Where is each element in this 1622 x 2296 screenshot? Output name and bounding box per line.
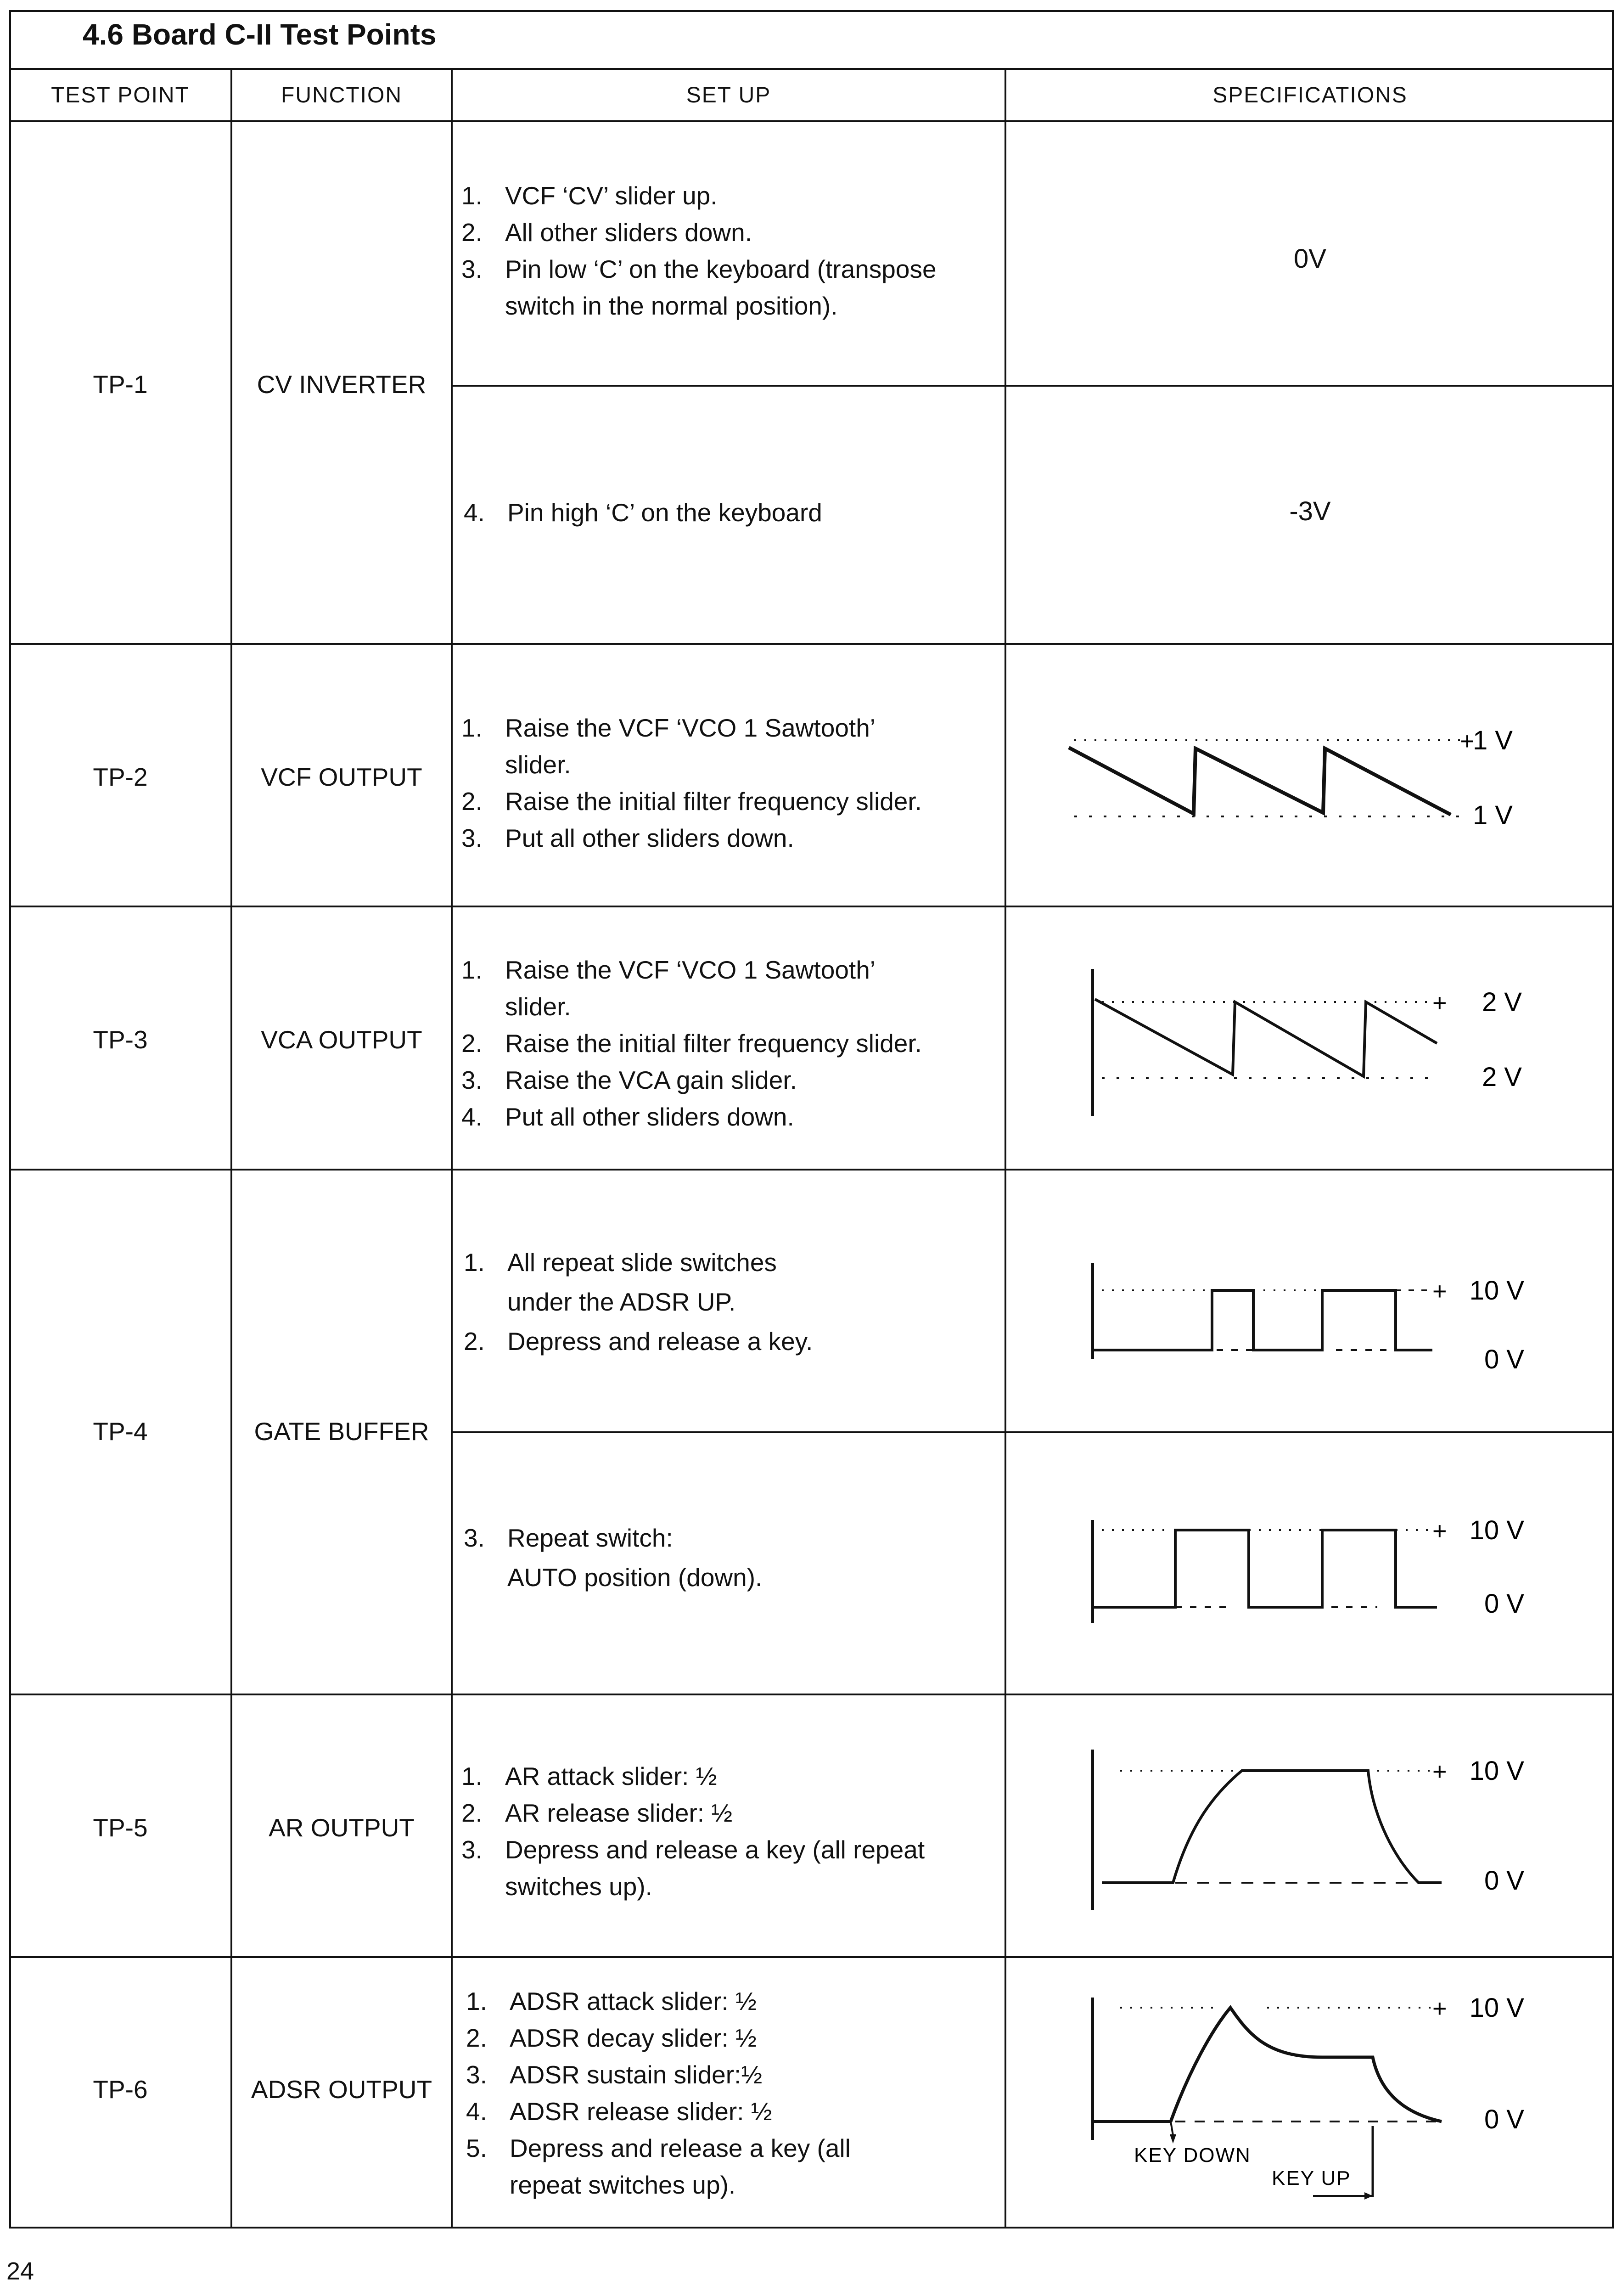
wave-top-level: 10 V <box>1469 1993 1524 2023</box>
row-divider <box>9 643 1614 645</box>
adsr-envelope-diagram <box>1083 1988 1543 2209</box>
wave-top-level: 10 V <box>1469 1515 1524 1545</box>
row-divider <box>9 1169 1614 1171</box>
wave-top-level: 10 V <box>1469 1276 1524 1306</box>
setup-list <box>464 1518 762 1597</box>
setup-step: AUTO position (down). <box>507 1563 763 1592</box>
key-up-label: KEY UP <box>1272 2167 1351 2189</box>
setup-list <box>461 1758 925 1905</box>
wave-bottom-level: 0 V <box>1484 1345 1524 1374</box>
wave-bottom-level: 2 V <box>1482 1062 1522 1092</box>
row-divider <box>9 1694 1614 1695</box>
header-test-point: TEST POINT <box>51 83 190 107</box>
key-down-label: KEY DOWN <box>1134 2144 1251 2167</box>
key-up-arrow <box>1364 2192 1373 2200</box>
setup-step: under the ADSR UP. <box>507 1288 736 1316</box>
setup-step: slider. <box>505 992 571 1021</box>
setup-step: repeat switches up). <box>510 2171 736 2199</box>
wave-top-level: 10 V <box>1469 1756 1524 1786</box>
setup-step: 2. Depress and release a key. <box>464 1327 813 1356</box>
setup-step: 2. All other sliders down. <box>461 218 752 247</box>
setup-step: 3. ADSR sustain slider:½ <box>466 2060 763 2089</box>
key-down-arrow <box>1170 2134 1176 2144</box>
setup-step: 3. Pin low ‘C’ on the keyboard (transpose <box>461 255 937 283</box>
sawtooth-waveform-diagram <box>1083 960 1543 1125</box>
section-title: 4.6 Board C-II Test Points <box>83 18 437 51</box>
function-label: AR OUTPUT <box>269 1813 415 1842</box>
function-label: ADSR OUTPUT <box>251 2075 432 2104</box>
wave-sign: + <box>1432 1758 1447 1785</box>
setup-step: 4. Put all other sliders down. <box>461 1103 794 1131</box>
row-divider <box>9 1956 1614 1958</box>
setup-list <box>464 494 822 531</box>
wave-sign: + <box>1460 727 1475 755</box>
setup-list <box>466 1983 851 2203</box>
setup-step: 3. Raise the VCA gain slider. <box>461 1066 797 1094</box>
sub-row-divider <box>451 385 1614 387</box>
wave-bottom-level: 1 V <box>1472 800 1513 830</box>
setup-step: 1. All repeat slide switches <box>464 1248 777 1277</box>
setup-step: 2. AR release slider: ½ <box>461 1799 733 1827</box>
setup-step: 3. Put all other sliders down. <box>461 824 794 852</box>
test-point-label: TP-2 <box>93 763 148 791</box>
function-label: GATE BUFFER <box>254 1417 429 1446</box>
setup-step: 4. ADSR release slider: ½ <box>466 2097 772 2126</box>
sub-row-divider <box>451 1431 1614 1433</box>
function-label: CV INVERTER <box>257 370 427 399</box>
wave-bottom-level: 0 V <box>1484 1589 1524 1619</box>
setup-step: 1. Raise the VCF ‘VCO 1 Sawtooth’ <box>461 956 876 984</box>
setup-step: 2. Raise the initial filter frequency slider. <box>461 787 922 816</box>
header-function: FUNCTION <box>281 83 402 107</box>
key-down-marker <box>1171 2122 1173 2135</box>
gate-waveform-diagram <box>1083 1254 1543 1373</box>
column-divider <box>1005 68 1006 2228</box>
setup-step: 2. Raise the initial filter frequency slider. <box>461 1029 922 1058</box>
setup-step: 1. ADSR attack slider: ½ <box>466 1987 757 2015</box>
setup-step: 3. Depress and release a key (all repeat <box>461 1835 925 1864</box>
setup-list <box>461 709 922 856</box>
setup-step: switch in the normal position). <box>505 292 838 320</box>
column-divider <box>451 68 453 2228</box>
setup-step: switches up). <box>505 1872 652 1901</box>
setup-list <box>461 177 937 324</box>
ar-envelope <box>1102 1771 1442 1883</box>
ar-envelope-diagram <box>1083 1740 1543 1915</box>
gate-wave <box>1093 1290 1432 1350</box>
spec-value: -3V <box>1289 496 1331 526</box>
setup-step: 4. Pin high ‘C’ on the keyboard <box>464 498 822 527</box>
sawtooth-wave <box>1069 748 1451 815</box>
wave-top-level: 2 V <box>1482 987 1522 1017</box>
wave-sign: + <box>1432 1517 1447 1545</box>
wave-top-level: 1 V <box>1472 726 1513 755</box>
header-specifications: SPECIFICATIONS <box>1212 83 1408 107</box>
wave-sign: + <box>1432 1995 1447 2022</box>
function-label: VCF OUTPUT <box>261 763 422 791</box>
wave-sign: + <box>1432 1277 1447 1305</box>
wave-sign: + <box>1432 989 1447 1017</box>
setup-step: 1. Raise the VCF ‘VCO 1 Sawtooth’ <box>461 714 876 742</box>
function-label: VCA OUTPUT <box>261 1025 422 1054</box>
sawtooth-waveform-diagram <box>1056 716 1538 830</box>
setup-list <box>461 951 922 1135</box>
setup-step: 1. VCF ‘CV’ slider up. <box>461 181 718 210</box>
test-point-label: TP-1 <box>93 370 148 399</box>
test-point-label: TP-3 <box>93 1025 148 1054</box>
spec-value: 0V <box>1294 244 1326 274</box>
setup-step: 5. Depress and release a key (all <box>466 2134 851 2162</box>
setup-step: 2. ADSR decay slider: ½ <box>466 2024 757 2052</box>
page-number: 24 <box>6 2257 34 2285</box>
setup-step: 1. AR attack slider: ½ <box>461 1762 717 1790</box>
test-point-label: TP-5 <box>93 1813 148 1842</box>
setup-step: slider. <box>505 750 571 779</box>
wave-bottom-level: 0 V <box>1484 1866 1524 1896</box>
setup-list <box>464 1243 813 1361</box>
wave-bottom-level: 0 V <box>1484 2105 1524 2134</box>
sawtooth-wave <box>1095 999 1437 1076</box>
header-divider <box>9 120 1614 122</box>
gate-waveform-diagram <box>1083 1511 1543 1630</box>
setup-step: 3. Repeat switch: <box>464 1524 673 1552</box>
test-point-label: TP-6 <box>93 2075 148 2104</box>
adsr-envelope <box>1171 2008 1442 2122</box>
row-divider <box>9 906 1614 907</box>
header-set-up: SET UP <box>686 83 771 107</box>
test-point-label: TP-4 <box>93 1417 148 1446</box>
gate-wave <box>1093 1530 1437 1607</box>
